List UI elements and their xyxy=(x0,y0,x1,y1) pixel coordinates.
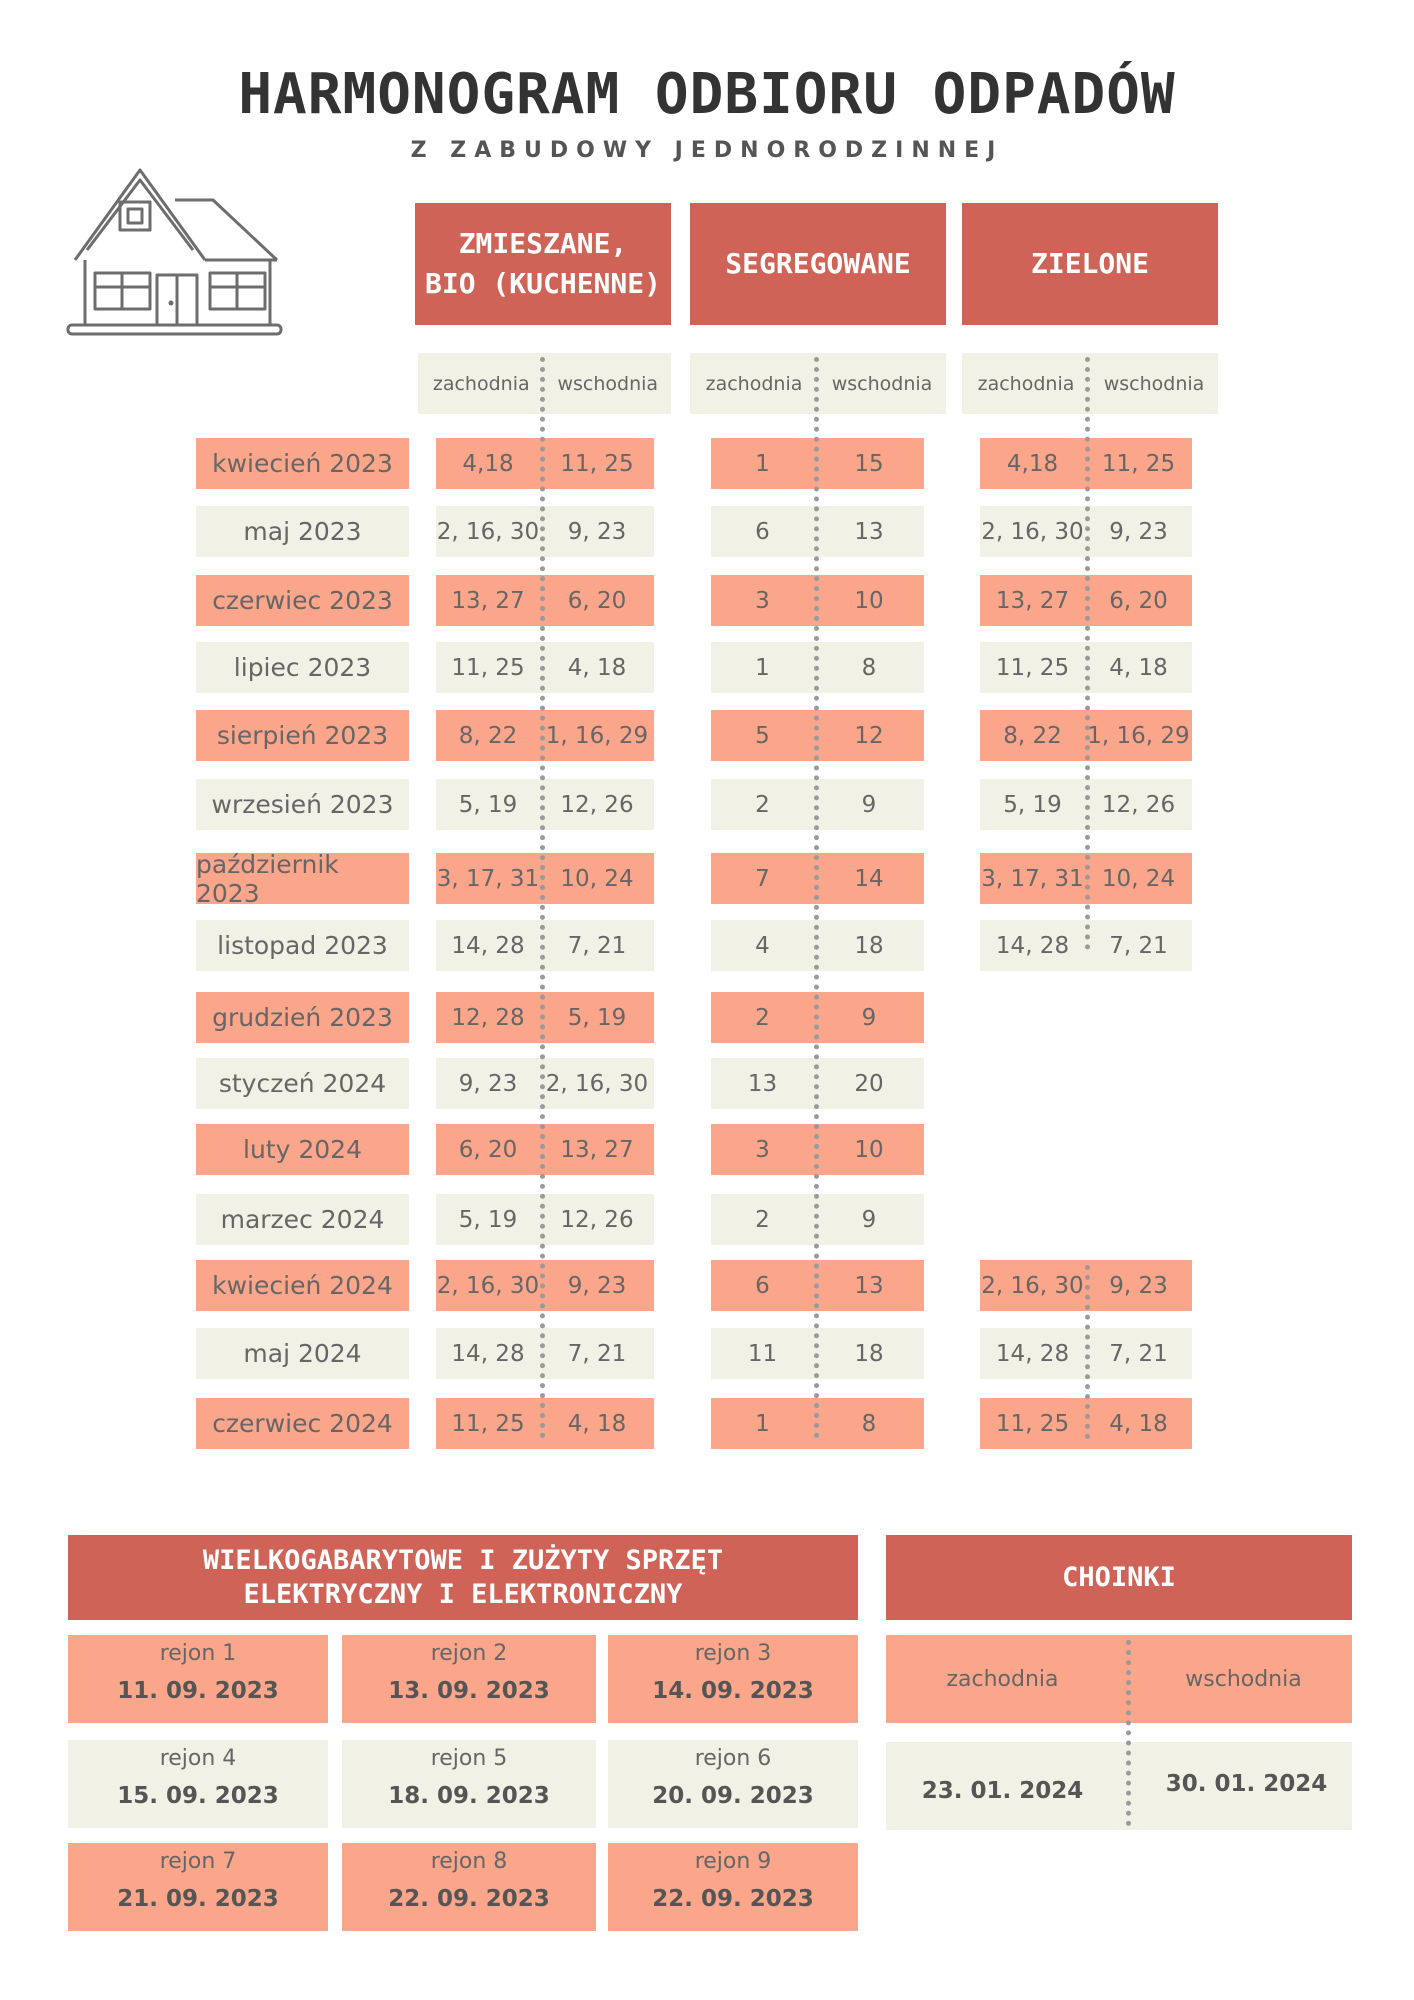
cell-mixed-east: 7, 21 xyxy=(567,1340,627,1367)
region-label: rejon 1 xyxy=(159,1641,237,1666)
region-cell xyxy=(68,1635,328,1723)
cell-segregated-west: 2 xyxy=(755,1206,770,1233)
cell-mixed-east: 12, 26 xyxy=(560,791,634,818)
cell-mixed-east: 7, 21 xyxy=(567,932,627,959)
month-label: lipiec 2023 xyxy=(196,642,409,693)
cell-green-east: 7, 21 xyxy=(1109,932,1168,959)
cell-mixed-west: 9, 23 xyxy=(458,1070,518,1097)
region-date: 22. 09. 2023 xyxy=(388,1886,550,1912)
cell-green-west: 3, 17, 31 xyxy=(981,865,1084,892)
cell-mixed-west: 3, 17, 31 xyxy=(436,865,540,892)
cell-green-east: 4, 18 xyxy=(1109,1410,1168,1437)
cell-mixed-west: 5, 19 xyxy=(458,1206,518,1233)
region-date: 14. 09. 2023 xyxy=(652,1678,814,1704)
cell-mixed-east: 12, 26 xyxy=(560,1206,634,1233)
region-label: rejon 6 xyxy=(694,1746,772,1771)
cell-segregated-east: 13 xyxy=(854,518,884,545)
region-label: rejon 5 xyxy=(430,1746,508,1771)
cell-mixed-east: 4, 18 xyxy=(567,654,627,681)
cell-mixed-west: 13, 27 xyxy=(451,587,525,614)
month-label: styczeń 2024 xyxy=(196,1058,409,1109)
region-cell xyxy=(608,1843,858,1931)
bulky-waste-header: WIELKOGABARYTOWE I ZUŻYTY SPRZĘT ELEKTRYCZNY I ELEKTRONICZNY xyxy=(68,1535,858,1620)
cell-mixed-west: 2, 16, 30 xyxy=(436,518,540,545)
cell-segregated-east: 9 xyxy=(861,1206,877,1233)
cell-segregated-west: 1 xyxy=(755,450,770,477)
month-label: październik 2023 xyxy=(196,853,409,904)
cell-segregated-west: 13 xyxy=(747,1070,778,1097)
cell-segregated-east: 9 xyxy=(861,1004,877,1031)
cell-mixed-west: 12, 28 xyxy=(451,1004,525,1031)
cell-segregated-east: 20 xyxy=(854,1070,884,1097)
cell-green-east: 9, 23 xyxy=(1109,518,1168,545)
cell-green-west: 14, 28 xyxy=(995,1340,1070,1367)
page-title: HARMONOGRAM ODBIORU ODPADÓW xyxy=(238,62,1176,127)
region-date: 18. 09. 2023 xyxy=(388,1783,550,1809)
cell-segregated-west: 11 xyxy=(747,1340,778,1367)
month-label: kwiecień 2024 xyxy=(196,1260,409,1311)
column-header-green: ZIELONE xyxy=(962,203,1218,325)
cell-mixed-east: 6, 20 xyxy=(567,587,627,614)
cell-segregated-west: 6 xyxy=(755,1272,770,1299)
cell-green-east: 10, 24 xyxy=(1101,865,1176,892)
cell-green-east: 9, 23 xyxy=(1109,1272,1168,1299)
cell-mixed-east: 9, 23 xyxy=(567,1272,627,1299)
cell-segregated-east: 18 xyxy=(854,1340,884,1367)
subheader-east: wschodnia xyxy=(1103,372,1205,395)
cell-mixed-west: 2, 16, 30 xyxy=(436,1272,540,1299)
cell-segregated-west: 5 xyxy=(755,722,770,749)
cell-green-west: 2, 16, 30 xyxy=(981,1272,1084,1299)
divider-trees xyxy=(1126,1640,1131,1826)
cell-segregated-east: 10 xyxy=(854,1136,884,1163)
month-label: sierpień 2023 xyxy=(196,710,409,761)
region-label: rejon 3 xyxy=(694,1641,772,1666)
cell-segregated-east: 8 xyxy=(861,1410,877,1437)
trees-east-date: 30. 01. 2024 xyxy=(1165,1771,1328,1797)
month-label: grudzień 2023 xyxy=(196,992,409,1043)
cell-segregated-west: 4 xyxy=(755,932,770,959)
cell-segregated-west: 7 xyxy=(755,865,770,892)
cell-green-west: 2, 16, 30 xyxy=(981,518,1084,545)
cell-mixed-east: 11, 25 xyxy=(560,450,634,477)
cell-segregated-east: 8 xyxy=(861,654,877,681)
cell-segregated-east: 14 xyxy=(854,865,884,892)
cell-green-east: 6, 20 xyxy=(1109,587,1168,614)
cell-segregated-west: 1 xyxy=(755,654,770,681)
month-label: kwiecień 2023 xyxy=(196,438,409,489)
region-label: rejon 9 xyxy=(694,1849,772,1874)
cell-mixed-east: 2, 16, 30 xyxy=(545,1070,649,1097)
month-label: marzec 2024 xyxy=(196,1194,409,1245)
subheader-west: zachodnia xyxy=(705,372,803,395)
region-cell xyxy=(342,1740,596,1828)
cell-segregated-west: 6 xyxy=(755,518,770,545)
divider-green-lower xyxy=(1085,1265,1090,1439)
cell-segregated-east: 12 xyxy=(854,722,884,749)
cell-mixed-east: 4, 18 xyxy=(567,1410,627,1437)
month-label: wrzesień 2023 xyxy=(196,779,409,830)
cell-green-west: 5, 19 xyxy=(1003,791,1062,818)
page-subtitle: Z ZABUDOWY JEDNORODZINNEJ xyxy=(410,138,1004,163)
cell-mixed-west: 14, 28 xyxy=(451,932,525,959)
region-cell xyxy=(68,1740,328,1828)
cell-mixed-west: 5, 19 xyxy=(458,791,518,818)
region-date: 20. 09. 2023 xyxy=(652,1783,814,1809)
region-cell xyxy=(342,1635,596,1723)
cell-mixed-east: 5, 19 xyxy=(567,1004,627,1031)
trees-east-label: wschodnia xyxy=(1185,1666,1302,1692)
cell-mixed-west: 6, 20 xyxy=(458,1136,518,1163)
cell-mixed-east: 9, 23 xyxy=(567,518,627,545)
cell-mixed-east: 1, 16, 29 xyxy=(545,722,649,749)
column-header-mixed: ZMIESZANE, BIO (KUCHENNE) xyxy=(415,203,671,325)
subheader-west: zachodnia xyxy=(432,372,530,395)
cell-segregated-west: 2 xyxy=(755,791,770,818)
month-label: maj 2024 xyxy=(196,1328,409,1379)
region-date: 11. 09. 2023 xyxy=(117,1678,279,1704)
region-date: 22. 09. 2023 xyxy=(652,1886,814,1912)
region-label: rejon 8 xyxy=(430,1849,508,1874)
cell-mixed-west: 11, 25 xyxy=(451,1410,525,1437)
divider-mixed xyxy=(540,357,545,1439)
cell-segregated-west: 1 xyxy=(755,1410,770,1437)
cell-green-east: 4, 18 xyxy=(1109,654,1168,681)
month-label: czerwiec 2023 xyxy=(196,575,409,626)
region-date: 21. 09. 2023 xyxy=(117,1886,279,1912)
cell-green-east: 7, 21 xyxy=(1109,1340,1168,1367)
trees-west-label: zachodnia xyxy=(946,1666,1059,1692)
subheader-green xyxy=(962,353,1218,414)
cell-segregated-west: 2 xyxy=(755,1004,770,1031)
cell-segregated-west: 3 xyxy=(755,1136,770,1163)
cell-mixed-east: 10, 24 xyxy=(560,865,634,892)
subheader-west: zachodnia xyxy=(977,372,1075,395)
divider-green-upper xyxy=(1085,357,1090,950)
cell-green-west: 14, 28 xyxy=(995,932,1070,959)
month-label: maj 2023 xyxy=(196,506,409,557)
column-header-segregated: SEGREGOWANE xyxy=(690,203,946,325)
cell-green-east: 1, 16, 29 xyxy=(1087,722,1190,749)
cell-segregated-east: 13 xyxy=(854,1272,884,1299)
christmas-trees-header: CHOINKI xyxy=(886,1535,1352,1620)
house-icon xyxy=(65,165,285,345)
cell-green-west: 8, 22 xyxy=(1003,722,1062,749)
month-label: luty 2024 xyxy=(196,1124,409,1175)
trees-west-date: 23. 01. 2024 xyxy=(921,1778,1084,1804)
cell-segregated-east: 10 xyxy=(854,587,884,614)
cell-green-west: 13, 27 xyxy=(995,587,1070,614)
subheader-east: wschodnia xyxy=(831,372,933,395)
region-cell xyxy=(342,1843,596,1931)
cell-mixed-west: 8, 22 xyxy=(458,722,518,749)
region-date: 15. 09. 2023 xyxy=(117,1783,279,1809)
cell-green-east: 12, 26 xyxy=(1101,791,1176,818)
cell-green-west: 4,18 xyxy=(1006,450,1059,477)
region-label: rejon 7 xyxy=(159,1849,237,1874)
region-cell xyxy=(68,1843,328,1931)
region-cell xyxy=(608,1740,858,1828)
month-label: listopad 2023 xyxy=(196,920,409,971)
region-label: rejon 2 xyxy=(430,1641,508,1666)
cell-mixed-east: 13, 27 xyxy=(560,1136,634,1163)
cell-segregated-west: 3 xyxy=(755,587,770,614)
cell-segregated-east: 9 xyxy=(861,791,877,818)
cell-green-west: 11, 25 xyxy=(995,654,1070,681)
cell-segregated-east: 15 xyxy=(854,450,884,477)
cell-green-east: 11, 25 xyxy=(1101,450,1176,477)
cell-mixed-west: 14, 28 xyxy=(451,1340,525,1367)
cell-segregated-east: 18 xyxy=(854,932,884,959)
month-label: czerwiec 2024 xyxy=(196,1398,409,1449)
divider-segregated xyxy=(814,357,819,1439)
region-label: rejon 4 xyxy=(159,1746,237,1771)
cell-mixed-west: 4,18 xyxy=(462,450,514,477)
subheader-east: wschodnia xyxy=(557,372,659,395)
cell-green-west: 11, 25 xyxy=(995,1410,1070,1437)
region-cell xyxy=(608,1635,858,1723)
region-date: 13. 09. 2023 xyxy=(388,1678,550,1704)
cell-mixed-west: 11, 25 xyxy=(451,654,525,681)
